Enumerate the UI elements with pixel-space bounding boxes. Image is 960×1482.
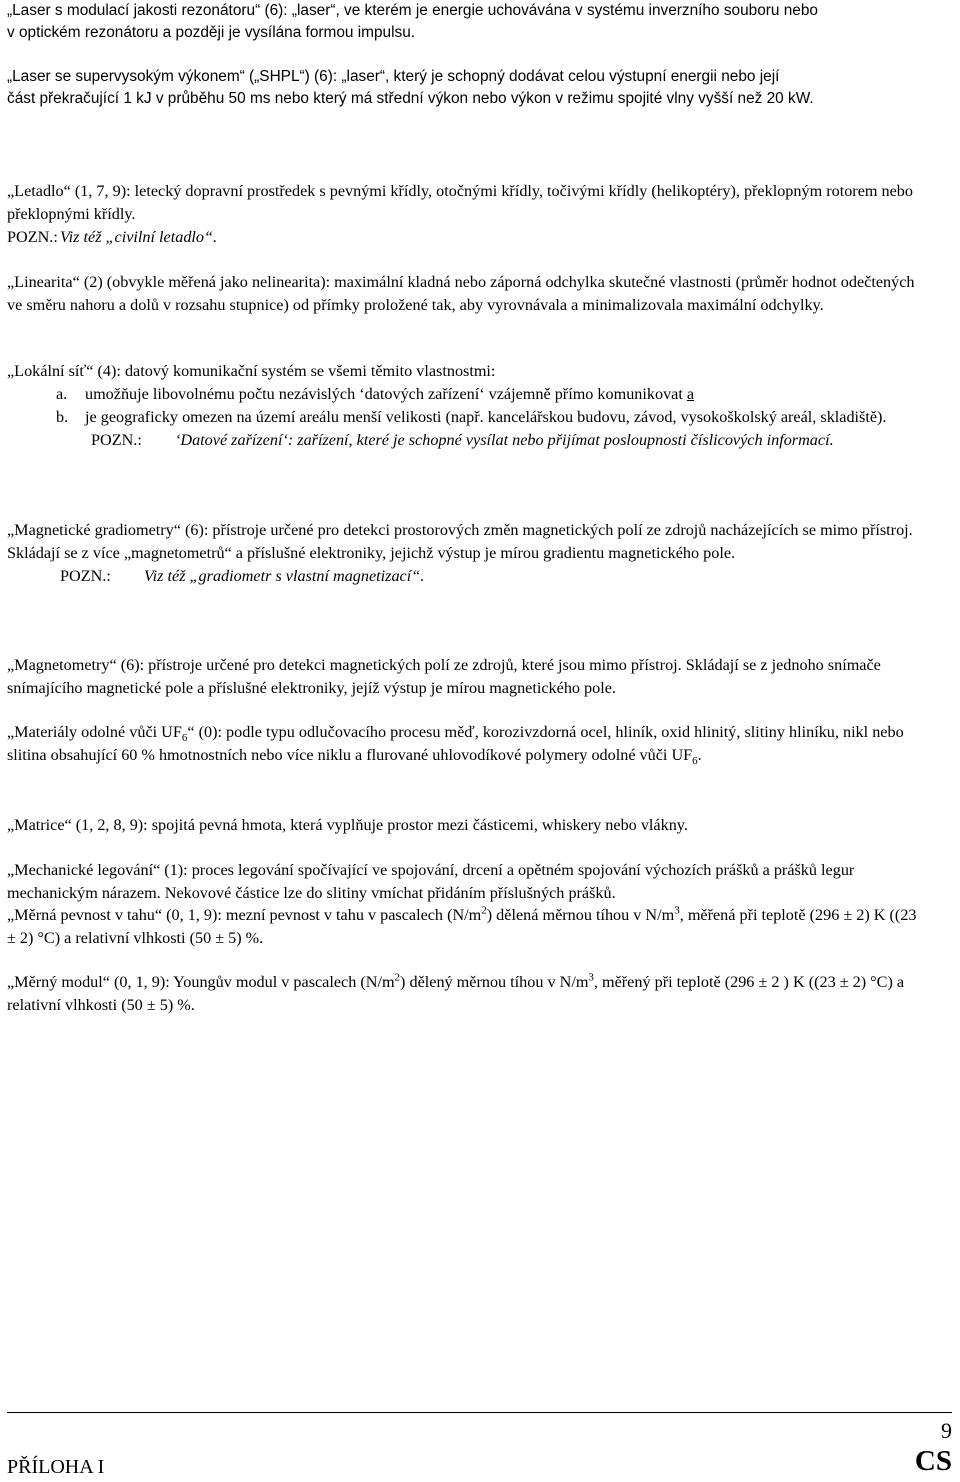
definition-materialy xyxy=(7,721,924,767)
note-label: POZN.: xyxy=(60,567,111,585)
definition-text: „Magnetické gradiometry“ (6): přístroje určené pro detekci prostorových změn magnetických polí ze zdrojů nacházejících se mimo přístroj. Skládají se z více „magnetometrů“ a příslušné elektroniky, jejichž výstup je mírou gradientu magnetického pole. xyxy=(7,521,913,562)
definition-text: „Matrice“ (1, 2, 8, 9): spojitá pevná hmota, která vyplňuje prostor mezi částicemi, whiskery nebo vlákny. xyxy=(7,816,688,834)
note-text: Viz též „gradiometr s vlastní magnetizací“. xyxy=(144,567,425,585)
definition-text: „Měrný modul“ (0, 1, 9): Youngův modul v pascalech $(N/m^2)$ dělený měrnou tíhou v $N/m^3$, měřený při teplotě (296 ± 2 ) K ((23 ± 2) °C) a relativní vlhkosti (50 ± 5) %. xyxy=(7,971,905,1014)
underlined-conjunction: a xyxy=(686,385,695,403)
note-text: ‘Datové zařízení‘: zařízení, které je schopné vysílat nebo přijímat posloupnosti číslicových informací. xyxy=(175,431,834,449)
definition-magneticke-gradiometry xyxy=(7,519,924,588)
list-item-b xyxy=(7,406,924,429)
note xyxy=(7,226,924,249)
definition-merna-pevnost xyxy=(7,904,924,950)
item-marker: a. xyxy=(56,385,68,403)
definition-text: „Magnetometry“ (6): přístroje určené pro detekci magnetických polí ze zdrojů, které jsou mimo přístroj. Skládají se z jednoho snímače snímajícího magnetické pole a příslušné elektroniky, jejíž výstup je mírou magnetického pole. xyxy=(7,656,881,697)
definition-lokalni-sit xyxy=(7,360,924,452)
definition-merny-modul xyxy=(7,971,924,1017)
line: v optickém rezonátoru a později je vysílána formou impulsu. xyxy=(7,24,416,41)
item-text: je geograficky omezen na území areálu menší velikosti (např. kancelářskou budovu, závod, vysokoškolský areál, skladiště). xyxy=(85,408,887,426)
definition-text: „Letadlo“ (1, 7, 9): letecký dopravní prostředek s pevnými křídly, otočnými křídly, točivými křídly (helikoptéry), překlopným rotorem nebo překlopnými křídly. xyxy=(7,182,913,223)
definition-magnetometry xyxy=(7,654,924,700)
line: „Laser se supervysokým výkonem“ („SHPL“) (6): „laser“, který je schopný dodávat celou výstupní energii nebo její xyxy=(7,68,780,85)
definition-text: „Měrná pevnost v tahu“ (0, 1, 9): mezní pevnost v tahu v pascalech $(N/m^2)$ dělená měrnou tíhou v $N/m^3$, měřená při teplotě (296 ± 2) K ((23 ± 2) °C) a relativní vlhkosti (50 ± 5) %. xyxy=(7,904,917,947)
definition-letadlo xyxy=(7,180,924,249)
language-code: CS xyxy=(914,1445,952,1477)
note xyxy=(7,429,924,452)
footer-divider xyxy=(7,1412,952,1413)
line: „Laser s modulací jakosti rezonátoru“ (6): „laser“, ve kterém je energie uchovávána v systému inverzního souboru nebo xyxy=(7,2,818,19)
note-text: Viz též „civilní letadlo“. xyxy=(60,228,218,246)
definition-text: „Mechanické legování“ (1): proces legování spočívající ve spojování, drcení a opětném spojování výchozích prášků a prášků legur mechanickým nárazem. Nekovové částice lze do slitiny vmíchat přidáním příslušných prášků. xyxy=(7,861,855,902)
definition-matrice xyxy=(7,814,924,837)
note-label: POZN.: xyxy=(7,228,58,246)
note-label: POZN.: xyxy=(91,431,142,449)
item-text: umožňuje libovolnému počtu nezávislých ‘datových zařízení‘ vzájemně přímo komunikovat a xyxy=(85,385,695,403)
annex-label: PŘÍLOHA I xyxy=(7,1456,105,1478)
definition-text: „Materiály odolné vůči $UF_6“$ (0): podle typu odlučovacího procesu měď, korozivzdorná ocel, hliník, oxid hlinitý, slitiny hliníku, nikl nebo slitina obsahující 60 % hmotnostních nebo více niklu a flurované uhlovodíkové polymery odolné vůči $UF_6$. xyxy=(7,723,904,768)
line: část překračující 1 kJ v průběhu 50 ms nebo který má střední výkon nebo výkon v režimu spojité vlny vyšší než 20 kW. xyxy=(7,90,814,107)
definition-text: „Lokální síť“ (4): datový komunikační systém se všemi těmito vlastnostmi: xyxy=(7,362,496,380)
definition-text: „Linearita“ (2) (obvykle měřená jako nelinearita): maximální kladná nebo záporná odchylka skutečné vlastnosti (průměr hodnot odečtených ve směru nahoru a dolů v rozsahu stupnice) od přímky proložené tak, aby vyrovnávala a minimalizovala maximální odchylky. xyxy=(7,273,915,314)
definition-mechanicke-legovani xyxy=(7,859,924,905)
definition-laser-q-switched xyxy=(7,0,924,44)
note xyxy=(7,565,924,588)
item-marker: b. xyxy=(56,408,69,426)
definition-laser-shpl xyxy=(7,66,924,110)
page-number: 9 xyxy=(941,1418,952,1443)
definition-linearita xyxy=(7,271,924,317)
list-item-a xyxy=(7,383,924,406)
